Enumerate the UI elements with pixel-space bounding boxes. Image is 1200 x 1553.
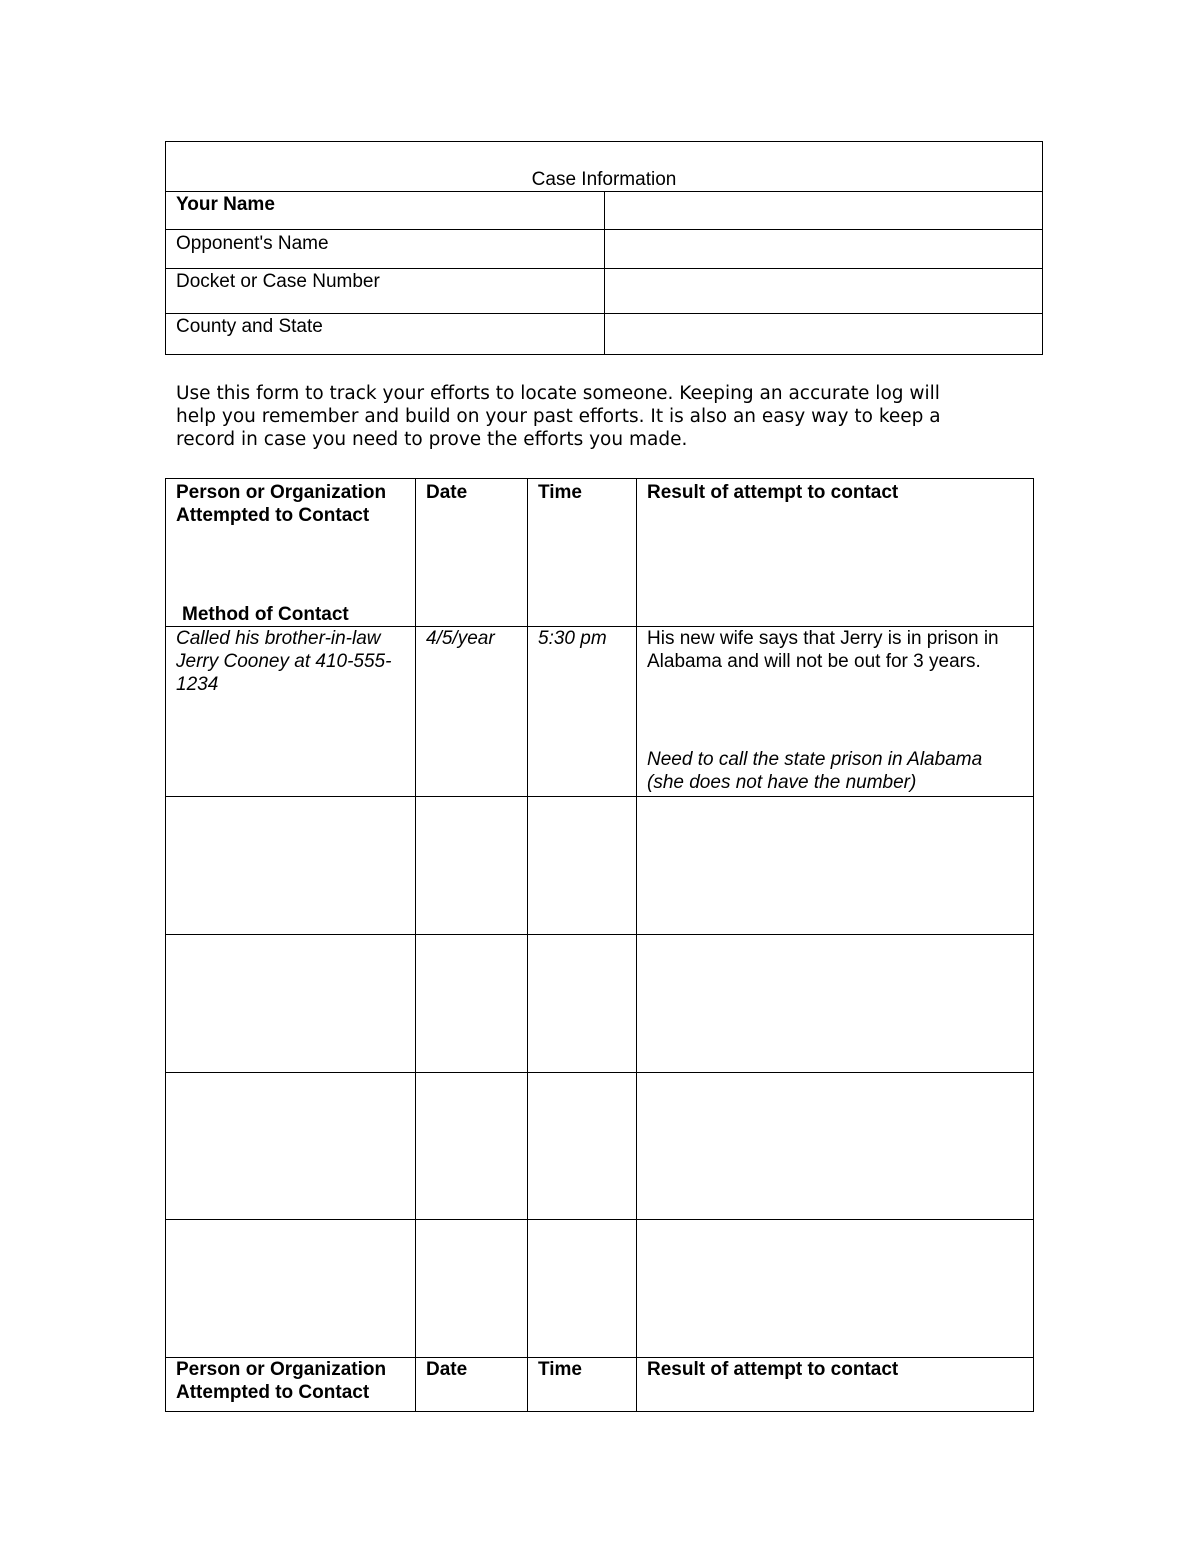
your-name-label: Your Name — [166, 192, 605, 230]
blank-date-cell[interactable] — [416, 1073, 528, 1220]
example-result-cell[interactable] — [637, 627, 1034, 797]
header-person-cell — [166, 479, 416, 627]
blank-time-cell[interactable] — [528, 935, 637, 1073]
instructions-text: Use this form to track your efforts to locate someone. Keeping an accurate log will help you remember and build on your past efforts. It is also an easy way to keep a record in case you need to prove the efforts you made. — [176, 383, 941, 450]
blank-person-cell[interactable] — [166, 797, 416, 935]
footer-header-date: Date — [416, 1358, 528, 1412]
header-result: Result of attempt to contact — [637, 479, 1034, 627]
log-footer-header-row — [166, 1358, 1034, 1412]
blank-time-cell[interactable] — [528, 797, 637, 935]
case-information-title: Case Information — [166, 142, 1043, 192]
your-name-field[interactable] — [604, 192, 1043, 230]
example-person[interactable]: Called his brother-in-law Jerry Cooney at 410-555-1234 — [166, 627, 416, 797]
blank-date-cell[interactable] — [416, 935, 528, 1073]
blank-result-cell[interactable] — [637, 1220, 1034, 1358]
county-state-field[interactable] — [604, 314, 1043, 355]
blank-date-cell[interactable] — [416, 797, 528, 935]
table-row — [166, 1073, 1034, 1220]
header-time: Time — [528, 479, 637, 627]
blank-result-cell[interactable] — [637, 797, 1034, 935]
footer-header-time: Time — [528, 1358, 637, 1412]
header-method: Method of Contact — [182, 604, 349, 625]
example-time[interactable]: 5:30 pm — [528, 627, 637, 797]
blank-result-cell[interactable] — [637, 935, 1034, 1073]
example-result: His new wife says that Jerry is in prison in Alabama and will not be out for 3 years. — [647, 628, 999, 672]
opponent-name-field[interactable] — [604, 230, 1043, 269]
example-date[interactable]: 4/5/year — [416, 627, 528, 797]
docket-number-field[interactable] — [604, 269, 1043, 314]
table-row — [166, 797, 1034, 935]
blank-person-cell[interactable] — [166, 1073, 416, 1220]
blank-time-cell[interactable] — [528, 1220, 637, 1358]
blank-result-cell[interactable] — [637, 1073, 1034, 1220]
case-information-table — [165, 141, 1043, 355]
footer-header-person: Person or Organization Attempted to Contact — [166, 1358, 416, 1412]
log-header-row — [166, 479, 1034, 627]
opponent-name-label: Opponent's Name — [166, 230, 605, 269]
blank-date-cell[interactable] — [416, 1220, 528, 1358]
docket-number-label: Docket or Case Number — [166, 269, 605, 314]
county-state-label: County and State — [166, 314, 605, 355]
table-row — [166, 935, 1034, 1073]
table-row — [166, 627, 1034, 797]
blank-person-cell[interactable] — [166, 935, 416, 1073]
example-note: Need to call the state prison in Alabama (she does not have the number) — [647, 749, 983, 793]
table-row — [166, 1220, 1034, 1358]
header-date: Date — [416, 479, 528, 627]
header-person: Person or Organization Attempted to Contact — [176, 482, 387, 526]
contact-log-table — [165, 478, 1034, 1412]
blank-person-cell[interactable] — [166, 1220, 416, 1358]
blank-time-cell[interactable] — [528, 1073, 637, 1220]
footer-header-result: Result of attempt to contact — [637, 1358, 1034, 1412]
